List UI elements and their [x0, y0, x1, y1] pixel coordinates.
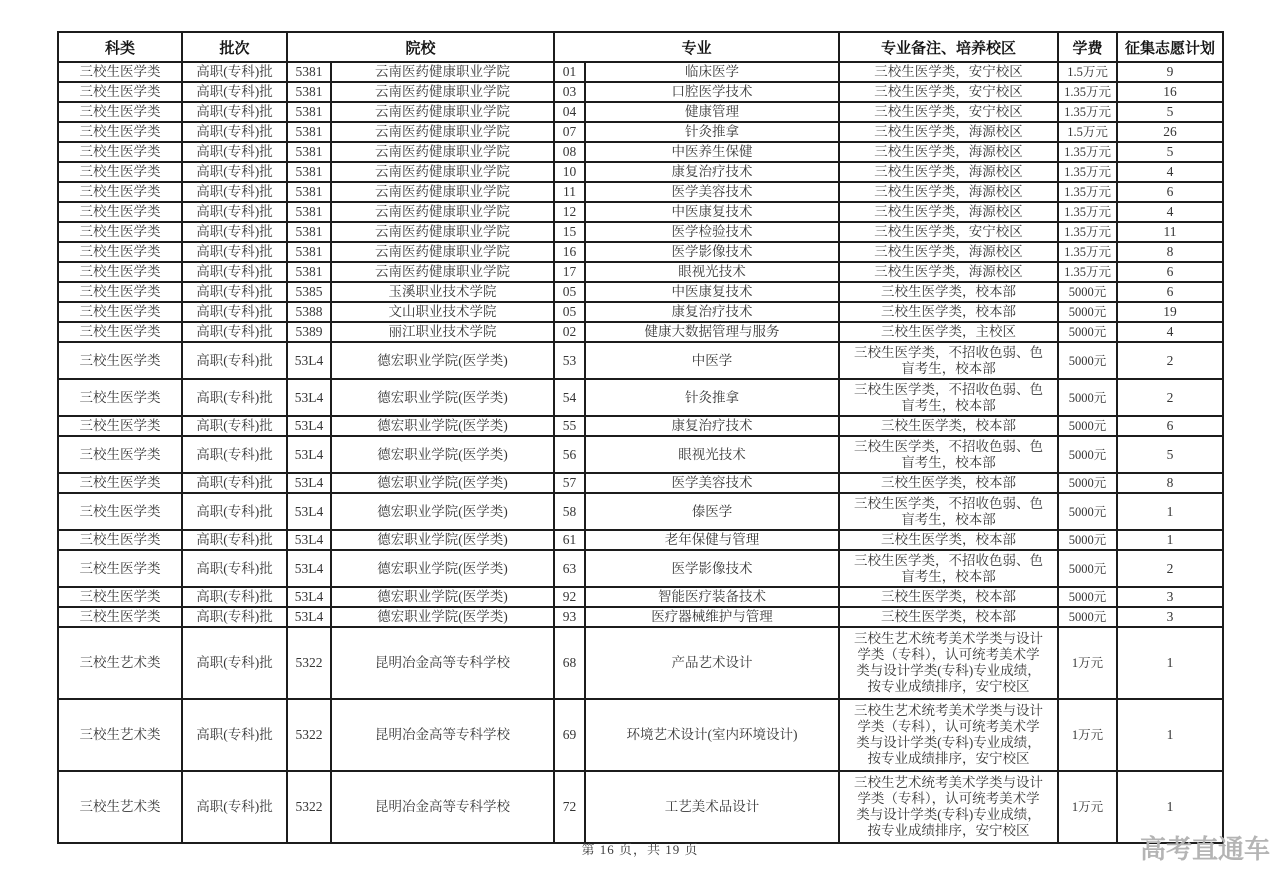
cell-major-code: 10	[554, 162, 585, 182]
cell-category: 三校生医学类	[58, 242, 182, 262]
cell-category: 三校生医学类	[58, 607, 182, 627]
cell-college-name: 云南医药健康职业学院	[331, 102, 554, 122]
cell-batch: 高职(专科)批	[182, 102, 287, 122]
cell-category: 三校生艺术类	[58, 771, 182, 843]
cell-batch: 高职(专科)批	[182, 82, 287, 102]
cell-college-code: 53L4	[287, 473, 331, 493]
cell-batch: 高职(专科)批	[182, 436, 287, 473]
cell-college-code: 53L4	[287, 493, 331, 530]
cell-plan: 5	[1117, 436, 1223, 473]
cell-tuition: 5000元	[1058, 302, 1117, 322]
cell-tuition: 1万元	[1058, 627, 1117, 699]
cell-batch: 高职(专科)批	[182, 699, 287, 771]
cell-note: 三校生医学类，校本部	[839, 587, 1058, 607]
cell-note: 三校生艺术统考美术学类与设计学类（专科），认可统考美术学类与设计学类(专科)专业成绩，按专业成绩排序，安宁校区	[839, 699, 1058, 771]
table-row	[58, 550, 1223, 587]
cell-batch: 高职(专科)批	[182, 473, 287, 493]
cell-major-name: 医学美容技术	[585, 182, 839, 202]
col-header-plan: 征集志愿计划	[1117, 32, 1223, 62]
cell-batch: 高职(专科)批	[182, 122, 287, 142]
cell-category: 三校生艺术类	[58, 627, 182, 699]
cell-batch: 高职(专科)批	[182, 530, 287, 550]
cell-major-code: 15	[554, 222, 585, 242]
cell-major-name: 康复治疗技术	[585, 416, 839, 436]
cell-college-name: 德宏职业学院(医学类)	[331, 416, 554, 436]
cell-major-code: 11	[554, 182, 585, 202]
cell-category: 三校生医学类	[58, 416, 182, 436]
table-row	[58, 530, 1223, 550]
cell-note: 三校生医学类，海源校区	[839, 142, 1058, 162]
cell-plan: 2	[1117, 379, 1223, 416]
cell-category: 三校生医学类	[58, 62, 182, 82]
table-row	[58, 627, 1223, 699]
cell-tuition: 5000元	[1058, 607, 1117, 627]
cell-category: 三校生医学类	[58, 473, 182, 493]
cell-batch: 高职(专科)批	[182, 202, 287, 222]
cell-note: 三校生医学类，不招收色弱、色盲考生，校本部	[839, 493, 1058, 530]
cell-tuition: 5000元	[1058, 587, 1117, 607]
cell-note: 三校生艺术统考美术学类与设计学类（专科），认可统考美术学类与设计学类(专科)专业成绩，按专业成绩排序，安宁校区	[839, 771, 1058, 843]
table-row	[58, 162, 1223, 182]
cell-college-code: 5322	[287, 699, 331, 771]
cell-batch: 高职(专科)批	[182, 282, 287, 302]
cell-college-code: 53L4	[287, 530, 331, 550]
cell-category: 三校生医学类	[58, 379, 182, 416]
cell-category: 三校生艺术类	[58, 699, 182, 771]
cell-major-name: 傣医学	[585, 493, 839, 530]
cell-major-code: 72	[554, 771, 585, 843]
cell-major-code: 61	[554, 530, 585, 550]
cell-college-code: 53L4	[287, 416, 331, 436]
watermark-text: 高考直通车	[1139, 834, 1270, 864]
cell-category: 三校生医学类	[58, 222, 182, 242]
cell-college-name: 云南医药健康职业学院	[331, 242, 554, 262]
cell-category: 三校生医学类	[58, 102, 182, 122]
cell-college-name: 德宏职业学院(医学类)	[331, 379, 554, 416]
cell-tuition: 5000元	[1058, 436, 1117, 473]
cell-college-code: 5322	[287, 771, 331, 843]
cell-college-code: 53L4	[287, 587, 331, 607]
cell-category: 三校生医学类	[58, 550, 182, 587]
col-header-note: 专业备注、培养校区	[839, 32, 1058, 62]
cell-major-name: 环境艺术设计(室内环境设计)	[585, 699, 839, 771]
cell-tuition: 1.35万元	[1058, 162, 1117, 182]
cell-category: 三校生医学类	[58, 322, 182, 342]
cell-batch: 高职(专科)批	[182, 379, 287, 416]
cell-plan: 6	[1117, 282, 1223, 302]
cell-tuition: 1.5万元	[1058, 62, 1117, 82]
cell-plan: 6	[1117, 416, 1223, 436]
table-row	[58, 322, 1223, 342]
cell-major-name: 医学检验技术	[585, 222, 839, 242]
cell-college-name: 德宏职业学院(医学类)	[331, 473, 554, 493]
cell-major-name: 中医康复技术	[585, 202, 839, 222]
cell-college-code: 5381	[287, 222, 331, 242]
table-row	[58, 182, 1223, 202]
cell-note: 三校生医学类，校本部	[839, 282, 1058, 302]
cell-major-code: 58	[554, 493, 585, 530]
cell-tuition: 1万元	[1058, 699, 1117, 771]
cell-plan: 16	[1117, 82, 1223, 102]
col-header-tuition: 学费	[1058, 32, 1117, 62]
admission-plan-table	[57, 31, 1224, 844]
cell-major-code: 54	[554, 379, 585, 416]
cell-major-name: 康复治疗技术	[585, 162, 839, 182]
table-row	[58, 222, 1223, 242]
cell-note: 三校生医学类，海源校区	[839, 182, 1058, 202]
cell-batch: 高职(专科)批	[182, 262, 287, 282]
cell-note: 三校生医学类，校本部	[839, 416, 1058, 436]
cell-note: 三校生医学类，安宁校区	[839, 222, 1058, 242]
table-row	[58, 699, 1223, 771]
cell-college-name: 云南医药健康职业学院	[331, 62, 554, 82]
cell-tuition: 5000元	[1058, 282, 1117, 302]
table-row	[58, 473, 1223, 493]
cell-plan: 4	[1117, 322, 1223, 342]
cell-major-code: 08	[554, 142, 585, 162]
cell-major-code: 05	[554, 282, 585, 302]
cell-major-code: 03	[554, 82, 585, 102]
cell-plan: 5	[1117, 102, 1223, 122]
cell-major-code: 07	[554, 122, 585, 142]
cell-major-name: 工艺美术品设计	[585, 771, 839, 843]
cell-batch: 高职(专科)批	[182, 302, 287, 322]
cell-college-code: 53L4	[287, 436, 331, 473]
cell-plan: 6	[1117, 182, 1223, 202]
cell-batch: 高职(专科)批	[182, 142, 287, 162]
cell-major-code: 56	[554, 436, 585, 473]
table-row	[58, 607, 1223, 627]
cell-batch: 高职(专科)批	[182, 416, 287, 436]
cell-tuition: 1.5万元	[1058, 122, 1117, 142]
cell-major-name: 针灸推拿	[585, 122, 839, 142]
cell-college-code: 5388	[287, 302, 331, 322]
cell-major-name: 医学影像技术	[585, 550, 839, 587]
cell-note: 三校生医学类，安宁校区	[839, 62, 1058, 82]
cell-major-name: 康复治疗技术	[585, 302, 839, 322]
table-body	[58, 62, 1223, 843]
cell-college-code: 5381	[287, 82, 331, 102]
cell-note: 三校生医学类，校本部	[839, 530, 1058, 550]
cell-category: 三校生医学类	[58, 530, 182, 550]
cell-major-name: 医学影像技术	[585, 242, 839, 262]
cell-plan: 6	[1117, 262, 1223, 282]
cell-college-code: 53L4	[287, 550, 331, 587]
cell-category: 三校生医学类	[58, 202, 182, 222]
cell-college-name: 德宏职业学院(医学类)	[331, 436, 554, 473]
table-row	[58, 242, 1223, 262]
cell-batch: 高职(专科)批	[182, 607, 287, 627]
cell-category: 三校生医学类	[58, 122, 182, 142]
cell-plan: 4	[1117, 202, 1223, 222]
cell-major-code: 55	[554, 416, 585, 436]
cell-note: 三校生医学类，海源校区	[839, 262, 1058, 282]
cell-category: 三校生医学类	[58, 162, 182, 182]
cell-college-name: 文山职业技术学院	[331, 302, 554, 322]
cell-college-code: 5381	[287, 142, 331, 162]
cell-college-code: 5381	[287, 182, 331, 202]
col-header-major: 专业	[554, 32, 839, 62]
cell-tuition: 1.35万元	[1058, 142, 1117, 162]
cell-plan: 1	[1117, 493, 1223, 530]
cell-college-code: 5381	[287, 242, 331, 262]
cell-batch: 高职(专科)批	[182, 771, 287, 843]
cell-major-name: 针灸推拿	[585, 379, 839, 416]
cell-category: 三校生医学类	[58, 282, 182, 302]
cell-college-code: 5381	[287, 262, 331, 282]
cell-college-code: 5381	[287, 202, 331, 222]
cell-plan: 2	[1117, 550, 1223, 587]
cell-major-name: 中医养生保健	[585, 142, 839, 162]
cell-plan: 1	[1117, 771, 1223, 843]
cell-major-code: 63	[554, 550, 585, 587]
cell-major-name: 健康管理	[585, 102, 839, 122]
table-row	[58, 122, 1223, 142]
cell-major-name: 眼视光技术	[585, 262, 839, 282]
cell-tuition: 5000元	[1058, 342, 1117, 379]
cell-plan: 1	[1117, 530, 1223, 550]
table-row	[58, 436, 1223, 473]
cell-major-code: 53	[554, 342, 585, 379]
cell-note: 三校生医学类，不招收色弱、色盲考生，校本部	[839, 436, 1058, 473]
cell-tuition: 5000元	[1058, 322, 1117, 342]
cell-college-name: 云南医药健康职业学院	[331, 122, 554, 142]
cell-major-name: 口腔医学技术	[585, 82, 839, 102]
cell-college-name: 德宏职业学院(医学类)	[331, 530, 554, 550]
cell-plan: 2	[1117, 342, 1223, 379]
cell-plan: 8	[1117, 473, 1223, 493]
cell-major-code: 93	[554, 607, 585, 627]
cell-tuition: 1.35万元	[1058, 82, 1117, 102]
cell-major-name: 智能医疗装备技术	[585, 587, 839, 607]
table-row	[58, 82, 1223, 102]
cell-plan: 19	[1117, 302, 1223, 322]
cell-tuition: 1.35万元	[1058, 202, 1117, 222]
cell-category: 三校生医学类	[58, 587, 182, 607]
cell-tuition: 5000元	[1058, 550, 1117, 587]
cell-college-name: 德宏职业学院(医学类)	[331, 587, 554, 607]
cell-note: 三校生医学类，不招收色弱、色盲考生，校本部	[839, 379, 1058, 416]
col-header-category: 科类	[58, 32, 182, 62]
cell-category: 三校生医学类	[58, 302, 182, 322]
cell-college-name: 德宏职业学院(医学类)	[331, 550, 554, 587]
cell-tuition: 1.35万元	[1058, 222, 1117, 242]
cell-college-code: 5381	[287, 102, 331, 122]
cell-note: 三校生医学类，校本部	[839, 607, 1058, 627]
cell-tuition: 5000元	[1058, 416, 1117, 436]
cell-major-code: 92	[554, 587, 585, 607]
cell-college-name: 云南医药健康职业学院	[331, 182, 554, 202]
cell-plan: 26	[1117, 122, 1223, 142]
cell-tuition: 5000元	[1058, 493, 1117, 530]
cell-batch: 高职(专科)批	[182, 550, 287, 587]
cell-tuition: 1.35万元	[1058, 182, 1117, 202]
cell-note: 三校生医学类，校本部	[839, 473, 1058, 493]
table-row	[58, 302, 1223, 322]
cell-note: 三校生医学类，安宁校区	[839, 82, 1058, 102]
cell-college-code: 5381	[287, 122, 331, 142]
cell-plan: 8	[1117, 242, 1223, 262]
cell-major-code: 68	[554, 627, 585, 699]
cell-tuition: 1.35万元	[1058, 242, 1117, 262]
table-row	[58, 771, 1223, 843]
cell-note: 三校生医学类，海源校区	[839, 162, 1058, 182]
cell-plan: 1	[1117, 627, 1223, 699]
cell-college-code: 5389	[287, 322, 331, 342]
table-row	[58, 282, 1223, 302]
cell-college-name: 云南医药健康职业学院	[331, 82, 554, 102]
table-row	[58, 262, 1223, 282]
table-row	[58, 62, 1223, 82]
cell-batch: 高职(专科)批	[182, 62, 287, 82]
cell-major-code: 57	[554, 473, 585, 493]
cell-category: 三校生医学类	[58, 493, 182, 530]
page-number: 第 16 页，共 19 页	[581, 842, 699, 857]
cell-plan: 3	[1117, 587, 1223, 607]
cell-major-code: 02	[554, 322, 585, 342]
cell-tuition: 5000元	[1058, 473, 1117, 493]
cell-batch: 高职(专科)批	[182, 242, 287, 262]
cell-batch: 高职(专科)批	[182, 493, 287, 530]
cell-plan: 5	[1117, 142, 1223, 162]
cell-major-name: 中医康复技术	[585, 282, 839, 302]
cell-note: 三校生医学类，校本部	[839, 302, 1058, 322]
table-row	[58, 587, 1223, 607]
table-row	[58, 342, 1223, 379]
cell-plan: 3	[1117, 607, 1223, 627]
cell-note: 三校生医学类，海源校区	[839, 122, 1058, 142]
cell-college-name: 昆明冶金高等专科学校	[331, 771, 554, 843]
cell-major-name: 临床医学	[585, 62, 839, 82]
cell-major-code: 16	[554, 242, 585, 262]
cell-college-name: 德宏职业学院(医学类)	[331, 607, 554, 627]
cell-note: 三校生医学类，不招收色弱、色盲考生，校本部	[839, 342, 1058, 379]
cell-tuition: 1万元	[1058, 771, 1117, 843]
table-row	[58, 493, 1223, 530]
cell-major-name: 健康大数据管理与服务	[585, 322, 839, 342]
cell-batch: 高职(专科)批	[182, 322, 287, 342]
cell-major-code: 01	[554, 62, 585, 82]
col-header-batch: 批次	[182, 32, 287, 62]
cell-major-name: 医学美容技术	[585, 473, 839, 493]
cell-tuition: 1.35万元	[1058, 102, 1117, 122]
cell-note: 三校生医学类，主校区	[839, 322, 1058, 342]
cell-college-name: 云南医药健康职业学院	[331, 262, 554, 282]
cell-college-name: 德宏职业学院(医学类)	[331, 493, 554, 530]
cell-plan: 4	[1117, 162, 1223, 182]
cell-college-code: 5385	[287, 282, 331, 302]
cell-college-code: 5322	[287, 627, 331, 699]
cell-note: 三校生医学类，海源校区	[839, 242, 1058, 262]
cell-college-name: 德宏职业学院(医学类)	[331, 342, 554, 379]
cell-note: 三校生医学类，不招收色弱、色盲考生，校本部	[839, 550, 1058, 587]
table-header-row	[58, 32, 1223, 62]
cell-note: 三校生医学类，海源校区	[839, 202, 1058, 222]
cell-college-code: 53L4	[287, 379, 331, 416]
cell-major-code: 05	[554, 302, 585, 322]
cell-major-code: 12	[554, 202, 585, 222]
cell-batch: 高职(专科)批	[182, 587, 287, 607]
cell-tuition: 1.35万元	[1058, 262, 1117, 282]
table-row	[58, 142, 1223, 162]
cell-major-name: 老年保健与管理	[585, 530, 839, 550]
cell-plan: 1	[1117, 699, 1223, 771]
cell-college-name: 云南医药健康职业学院	[331, 202, 554, 222]
cell-major-code: 69	[554, 699, 585, 771]
cell-note: 三校生艺术统考美术学类与设计学类（专科），认可统考美术学类与设计学类(专科)专业成绩，按专业成绩排序，安宁校区	[839, 627, 1058, 699]
cell-college-name: 昆明冶金高等专科学校	[331, 699, 554, 771]
cell-major-code: 17	[554, 262, 585, 282]
cell-college-code: 53L4	[287, 342, 331, 379]
cell-college-code: 5381	[287, 62, 331, 82]
table-row	[58, 416, 1223, 436]
cell-batch: 高职(专科)批	[182, 627, 287, 699]
cell-major-name: 眼视光技术	[585, 436, 839, 473]
cell-major-name: 中医学	[585, 342, 839, 379]
cell-major-name: 医疗器械维护与管理	[585, 607, 839, 627]
col-header-college: 院校	[287, 32, 554, 62]
cell-batch: 高职(专科)批	[182, 222, 287, 242]
cell-college-name: 云南医药健康职业学院	[331, 142, 554, 162]
cell-college-name: 云南医药健康职业学院	[331, 222, 554, 242]
cell-college-name: 昆明冶金高等专科学校	[331, 627, 554, 699]
cell-batch: 高职(专科)批	[182, 162, 287, 182]
cell-batch: 高职(专科)批	[182, 182, 287, 202]
cell-college-code: 53L4	[287, 607, 331, 627]
cell-category: 三校生医学类	[58, 436, 182, 473]
cell-category: 三校生医学类	[58, 142, 182, 162]
cell-tuition: 5000元	[1058, 379, 1117, 416]
cell-category: 三校生医学类	[58, 342, 182, 379]
cell-major-name: 产品艺术设计	[585, 627, 839, 699]
table-row	[58, 102, 1223, 122]
cell-college-name: 云南医药健康职业学院	[331, 162, 554, 182]
table-row	[58, 202, 1223, 222]
table-row	[58, 379, 1223, 416]
cell-plan: 11	[1117, 222, 1223, 242]
cell-college-name: 玉溪职业技术学院	[331, 282, 554, 302]
cell-note: 三校生医学类，安宁校区	[839, 102, 1058, 122]
cell-college-code: 5381	[287, 162, 331, 182]
cell-category: 三校生医学类	[58, 182, 182, 202]
cell-plan: 9	[1117, 62, 1223, 82]
cell-college-name: 丽江职业技术学院	[331, 322, 554, 342]
cell-category: 三校生医学类	[58, 262, 182, 282]
cell-major-code: 04	[554, 102, 585, 122]
cell-category: 三校生医学类	[58, 82, 182, 102]
cell-batch: 高职(专科)批	[182, 342, 287, 379]
cell-tuition: 5000元	[1058, 530, 1117, 550]
